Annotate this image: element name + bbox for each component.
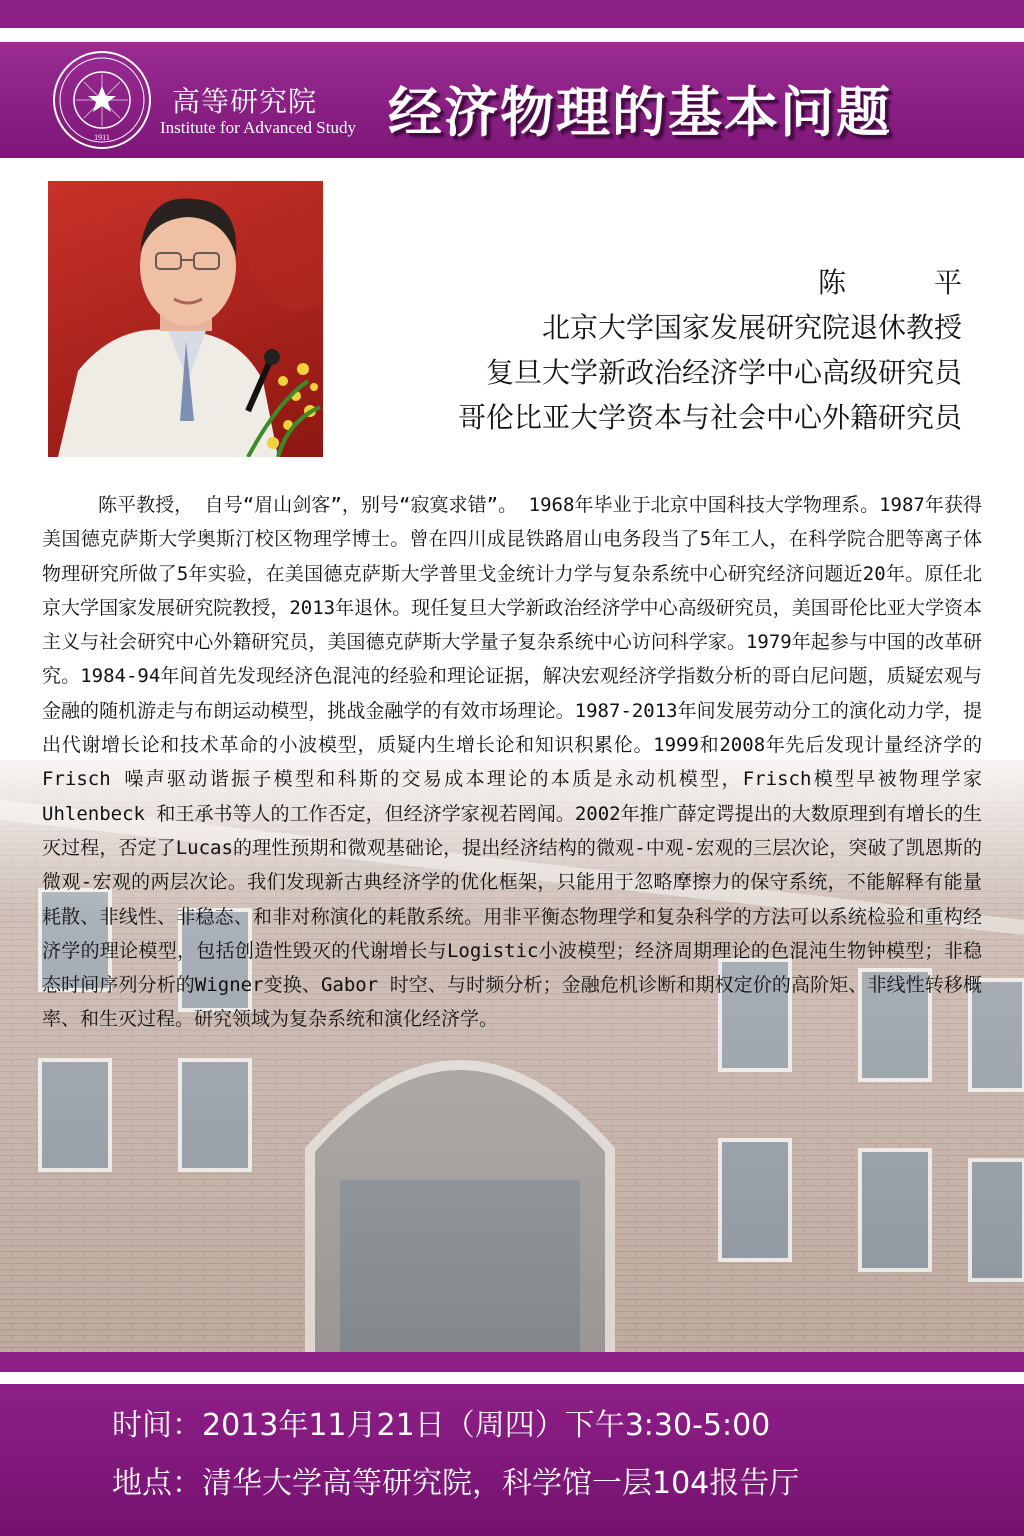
institute-name-cn: 高等研究院 (172, 85, 318, 118)
speaker-name: 陈 平 (817, 266, 992, 299)
speaker-affiliation: 北京大学国家发展研究院退休教授 (541, 311, 962, 344)
speaker-affiliation: 复旦大学新政治经济学中心高级研究员 (485, 356, 962, 389)
speaker-portrait-icon (48, 181, 323, 457)
tsinghua-seal-icon (52, 50, 152, 150)
institute-name-en: Institute for Advanced Study (160, 118, 356, 137)
footer-band (0, 1384, 1024, 1536)
speaker-photo (48, 181, 323, 457)
bottom-purple-strip (0, 1352, 1024, 1372)
speaker-biography: 陈平教授， 自号“眉山剑客”，别号“寂寞求错”。 1968年毕业于北京中国科技大学物理系。1987年获得美国德克萨斯大学奥斯汀校区物理学博士。曾在四川成昆铁路眉山电务段当了5年工人，在科学院合肥等离子体物理研究所做了5年实验，在美国德克萨斯大学普里戈金统计力学与复杂系统中心研究经济问题近20年。原任北京大学国家发展研究院教授，2013年退休。现任复旦大学新政治经济学中心高级研究员，美国哥伦比亚大学资本主义与社会研究中心外籍研究员，美国德克萨斯大学量子复杂系统中心访问科学家。1979年起参与中国的改革研究。1984-94年间首先发现经济色混沌的经验和理论证据，解决宏观经济学指数分析的哥白尼问题，质疑宏观与金融的随机游走与布朗运动模型，挑战金融学的有效市场理论。1987-2013年间发展劳动分工的演化动力学，提出代谢增长论和技术革命的小波模型，质疑内生增长论和知识积累伦。1999和2008年先后发现计量经济学的Frisch 噪声驱动谐振子模型和科斯的交易成本理论的本质是永动机模型，Frisch模型早被物理学家Uhlenbeck 和王承书等人的工作否定，但经济学家视若罔闻。2002年推广薛定谔提出的大数原理到有增长的生灭过程，否定了Lucas的理性预期和微观基础论，提出经济结构的微观-中观-宏观的三层次论，突破了凯恩斯的微观-宏观的两层次论。我们发现新古典经济学的优化框架，只能用于忽略摩擦力的保守系统，不能解释有能量耗散、非线性、非稳态、和非对称演化的耗散系统。用非平衡态物理学和复杂科学的方法可以系统检验和重构经济学的理论模型，包括创造性毁灭的代谢增长与Logistic小波模型；经济周期理论的色混沌生物钟模型；非稳态时间序列分析的Wigner变换、Gabor 时空、与时频分析；金融危机诊断和期权定价的高阶矩、非线性转移概率、和生灭过程。研究领域为复杂系统和演化经济学。 (42, 494, 982, 1031)
speaker-info (457, 260, 992, 440)
seal-year: 1911 (94, 133, 110, 142)
lecture-title: 经济物理的基本问题 (388, 80, 892, 144)
speaker-affiliation: 哥伦比亚大学资本与社会中心外籍研究员 (457, 401, 962, 434)
event-time: 时间：2013年11月21日（周四）下午3:30-5:00 (112, 1408, 771, 1443)
top-purple-strip (0, 0, 1024, 28)
event-location: 地点：清华大学高等研究院，科学馆一层104报告厅 (112, 1466, 800, 1501)
